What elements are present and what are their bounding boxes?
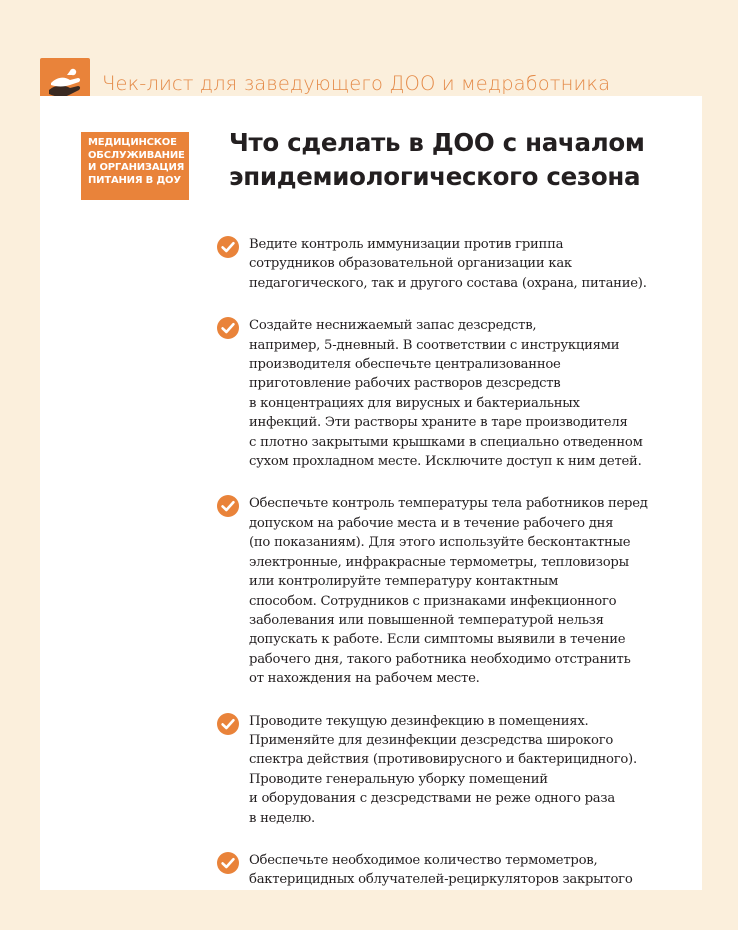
check-circle-icon: [217, 236, 239, 258]
text-line: рабочего дня, такого работника необходимо отстранить: [249, 651, 631, 667]
text-line: с плотно закрытыми крышками в специально отведенном: [249, 434, 643, 450]
text-line: спектра действия (противовирусного и бактерицидного).: [249, 752, 637, 768]
checklist-item-text: [249, 851, 697, 890]
page-title: [229, 126, 645, 194]
text-line: производителя обеспечьте централизованное: [249, 357, 561, 373]
badge-line: МЕДИЦИНСКОЕ: [88, 137, 177, 148]
check-circle-icon: [217, 713, 239, 735]
text-line: сухом прохладном месте. Исключите доступ к ним детей.: [249, 454, 642, 470]
text-line: и оборудования с дезсредствами не реже одного раза: [249, 791, 615, 807]
text-line: электронные, инфракрасные термометры, тепловизоры: [249, 554, 629, 570]
title-line: Что сделать в ДОО с началом: [229, 128, 645, 157]
checklist-item: [217, 235, 697, 293]
text-line: Обеспечьте контроль температуры тела работников перед: [249, 496, 648, 512]
text-line: в неделю.: [249, 810, 315, 826]
checklist: [217, 235, 697, 890]
text-line: сотрудников образовательной организации как: [249, 256, 572, 272]
text-line: заболевания или повышенной температурой нельзя: [249, 612, 604, 628]
check-circle-icon: [217, 495, 239, 517]
checklist-item: [217, 316, 697, 471]
checklist-item: [217, 851, 697, 890]
header-title: Чек-лист для заведующего ДОО и медработника: [102, 71, 611, 95]
text-line: Применяйте для дезинфекции дезсредства широкого: [249, 732, 614, 748]
text-line: допуском на рабочие места и в течение рабочего дня: [249, 515, 614, 531]
checklist-item-text: [249, 316, 697, 471]
text-line: например, 5-дневный. В соответствии с инструкциями: [249, 337, 620, 353]
text-line: Создайте неснижаемый запас дезсредств,: [249, 318, 537, 334]
text-line: бактерицидных облучателей-рециркуляторов закрытого: [249, 872, 633, 888]
badge-line: И ОРГАНИЗАЦИЯ: [88, 162, 185, 173]
checklist-item: [217, 494, 697, 688]
text-line: Обеспечьте необходимое количество термометров,: [249, 852, 598, 868]
text-line: от нахождения на рабочем месте.: [249, 671, 480, 687]
text-line: или контролируйте температуру контактным: [249, 574, 559, 590]
check-circle-icon: [217, 852, 239, 874]
text-line: инфекций. Эти растворы храните в таре производителя: [249, 415, 628, 431]
text-line: Проводите текущую дезинфекцию в помещениях.: [249, 713, 589, 729]
badge-line: ОБСЛУЖИВАНИЕ: [88, 149, 185, 161]
checklist-item-text: [249, 494, 697, 688]
checklist-item-text: [249, 235, 697, 293]
badge-line: ПИТАНИЯ В ДОУ: [88, 174, 181, 186]
checklist-item-text: [249, 712, 697, 828]
title-line: эпидемиологического сезона: [229, 162, 641, 191]
text-line: допускать к работе. Если симптомы выявили в течение: [249, 632, 626, 648]
text-line: педагогического, так и другого состава (охрана, питание).: [249, 275, 647, 291]
text-line: в концентрациях для вирусных и бактериальных: [249, 395, 580, 411]
checklist-item: [217, 712, 697, 828]
document-sheet: [40, 96, 702, 890]
text-line: (по показаниям). Для этого используйте бесконтактные: [249, 535, 631, 551]
text-line: способом. Сотрудников с признаками инфекционного: [249, 593, 617, 609]
text-line: приготовление рабочих растворов дезсредств: [249, 376, 561, 392]
text-line: Проводите генеральную уборку помещений: [249, 771, 548, 787]
check-circle-icon: [217, 317, 239, 339]
text-line: Ведите контроль иммунизации против гриппа: [249, 237, 564, 252]
section-badge: [81, 132, 189, 200]
